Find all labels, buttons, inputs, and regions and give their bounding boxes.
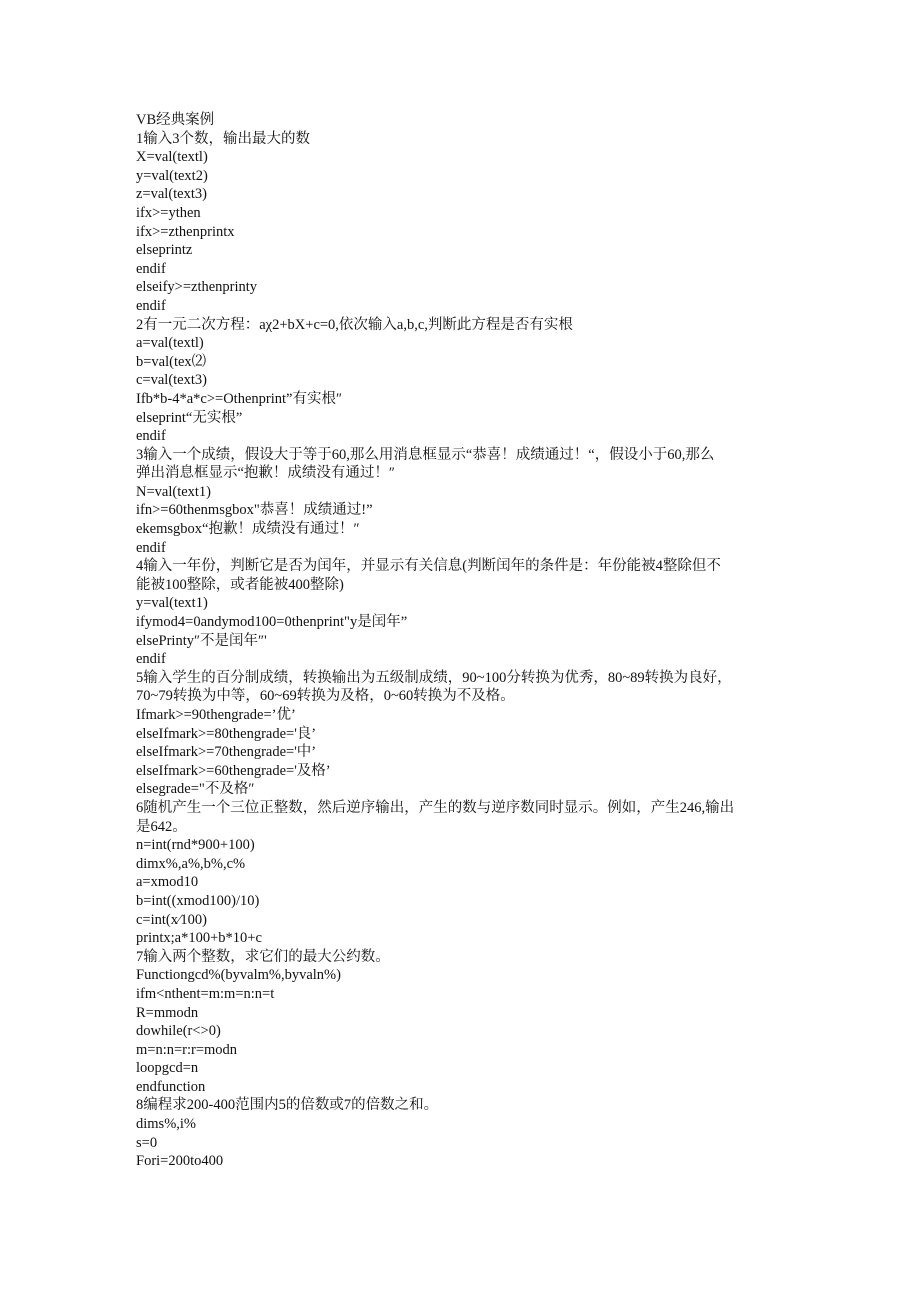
text-line: dims%,i% <box>136 1116 197 1133</box>
document-page <box>136 111 786 1171</box>
text-line: elseIfmark>=60thengrade='及格’ <box>136 762 331 779</box>
text-line: printx;a*100+b*10+c <box>136 930 262 947</box>
text-line: Fori=200to400 <box>136 1153 224 1170</box>
text-line: s=0 <box>136 1134 158 1151</box>
text-line: endif <box>136 297 166 314</box>
text-line: elseify>=zthenprinty <box>136 279 258 296</box>
document-title: VB经典案例 <box>136 112 215 128</box>
text-line: loopgcd=n <box>136 1060 199 1077</box>
text-line: Ifb*b-4*a*c>=Othenprint”有实根″ <box>136 390 343 407</box>
text-line: Ifmark>=90thengrade=’优’ <box>136 707 296 723</box>
text-line: ekemsgbox“抱歉！成绩没有通过！″ <box>136 521 360 538</box>
text-line: elseprintz <box>136 242 193 259</box>
text-line: c=val(text3) <box>136 372 207 389</box>
text-line: 70~79转换为中等，60~69转换为及格，0~60转换为不及格。 <box>136 688 515 705</box>
text-line: 5输入学生的百分制成绩，转换输出为五级制成绩，90~100分转换为优秀，80~89转换为良好， <box>136 669 732 686</box>
text-line: elseprint“无实根” <box>136 409 243 426</box>
text-line: endfunction <box>136 1078 206 1095</box>
text-line: 7输入两个整数，求它们的最大公约数。 <box>136 948 390 965</box>
text-line: ifx>=zthenprintx <box>136 223 235 240</box>
text-line: c=int(x∕100) <box>136 911 207 928</box>
text-line: endif <box>136 651 166 668</box>
text-line: elsePrinty″不是闰年″' <box>136 632 267 649</box>
text-line: endif <box>136 539 166 556</box>
text-line: dowhile(r<>0) <box>136 1023 221 1040</box>
text-line: y=val(text1) <box>136 595 208 612</box>
text-line: 1输入3个数，输出最大的数 <box>136 130 310 147</box>
text-line: endif <box>136 260 166 277</box>
text-line: ifymod4=0andymod100=0thenprint"y是闰年” <box>136 614 408 631</box>
text-line: b=val(tex⑵ <box>136 353 207 370</box>
text-line: elseIfmark>=70thengrade='中’ <box>136 744 317 761</box>
text-line: N=val(text1) <box>136 483 212 500</box>
text-line: 弹出消息框显示“抱歉！成绩没有通过！″ <box>136 465 395 482</box>
text-line: endif <box>136 428 166 445</box>
text-line: n=int(rnd*900+100) <box>136 837 255 854</box>
text-line: ifn>=60thenmsgbox"恭喜！成绩通过!” <box>136 502 373 519</box>
text-line: a=val(textl) <box>136 335 204 352</box>
text-line: elsegrade="不及格″ <box>136 781 255 798</box>
text-line: y=val(text2) <box>136 167 208 184</box>
text-line: 8编程求200-400范围内5的倍数或7的倍数之和。 <box>136 1097 439 1114</box>
text-line: 2有一元二次方程：aχ2+bX+c=0,依次输入a,b,c,判断此方程是否有实根 <box>136 316 573 333</box>
text-line: 4输入一年份，判断它是否为闰年，并显示有关信息(判断闰年的条件是：年份能被4整除但不 <box>136 558 721 575</box>
text-line: 能被100整除，或者能被400整除) <box>136 576 344 593</box>
text-line: elseIfmark>=80thengrade='良’ <box>136 725 317 742</box>
text-line: R=mmodn <box>136 1004 199 1021</box>
text-line: m=n:n=r:r=modn <box>136 1041 238 1058</box>
text-line: ifm<nthent=m:m=n:n=t <box>136 985 275 1002</box>
text-line: z=val(text3) <box>136 186 207 203</box>
text-line: X=val(textl) <box>136 149 208 166</box>
text-line: ifx>=ythen <box>136 204 201 221</box>
text-line: 是642。 <box>136 818 187 835</box>
text-line: dimx%,a%,b%,c% <box>136 855 246 872</box>
text-line: 3输入一个成绩，假设大于等于60,那么用消息框显示“恭喜！成绩通过！“，假设小于60,那么 <box>136 446 715 463</box>
text-line: a=xmod10 <box>136 874 199 891</box>
text-line: 6随机产生一个三位正整数，然后逆序输出，产生的数与逆序数同时显示。例如，产生246,输出 <box>136 799 735 816</box>
text-line: Functiongcd%(byvalm%,byvaln%) <box>136 967 341 984</box>
text-line: b=int((xmod100)/10) <box>136 892 260 909</box>
